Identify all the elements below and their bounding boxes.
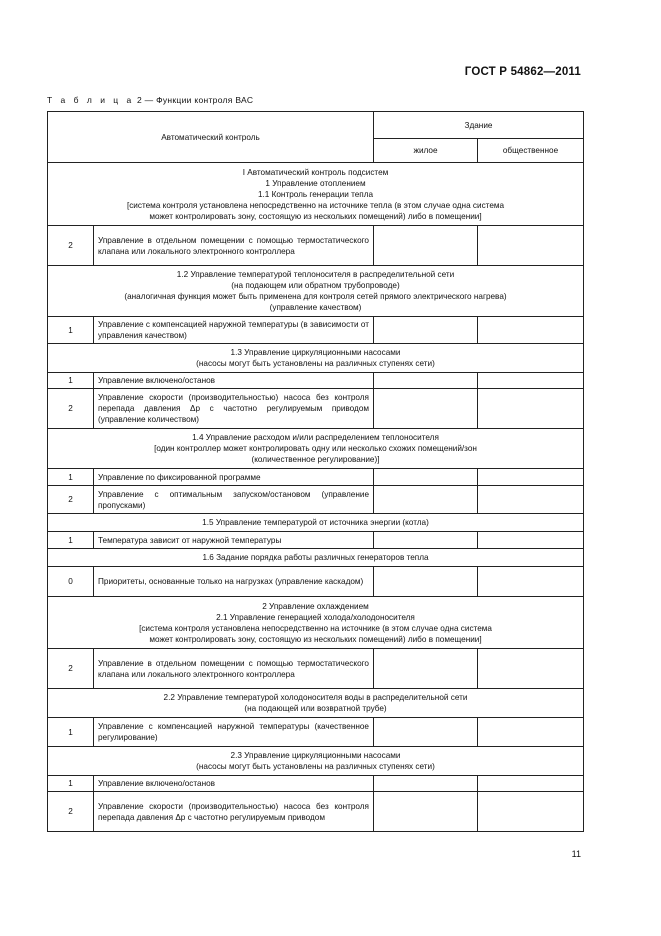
table-row — [48, 532, 584, 549]
section-line: 1.4 Управление расходом и/или распределением теплоносителя — [192, 433, 439, 442]
row-level: 2 — [48, 486, 94, 514]
section-line: 1 Управление отоплением — [265, 178, 366, 188]
cell-public — [478, 776, 584, 792]
cell-residential — [374, 567, 478, 597]
row-description: Управление с компенсацией наружной температуры (качественное регулирование) — [94, 718, 374, 747]
cell-residential — [374, 776, 478, 792]
section-heading — [48, 429, 584, 469]
section-heading — [48, 266, 584, 317]
section-line: может контролировать зону, состоящую из нескольких помещений) либо в помещении] — [149, 634, 482, 644]
row-description: Управление скорости (производительностью) насоса без контроля перепада давления Δp с частотно регулируемым приводом (управление количеством) — [94, 389, 374, 429]
cell-public — [478, 389, 584, 429]
row-description: Управление с компенсацией наружной температуры (в зависимости от управления качеством) — [94, 317, 374, 344]
section-line: 1.1 Контроль генерации тепла — [257, 189, 374, 199]
section-line: (управление качеством) — [269, 303, 362, 312]
table-caption-label: Т а б л и ц а — [47, 95, 135, 105]
section-line: [система контроля установлена непосредственно на источнике тепла (в этом случае одна система — [126, 200, 505, 210]
row-description: Температура зависит от наружной температуры — [94, 532, 374, 549]
section-line: (аналогичная функция может быть применена для контроля сетей прямого электрического нагрева) — [124, 292, 507, 301]
cell-public — [478, 317, 584, 344]
cell-public — [478, 649, 584, 689]
row-level: 1 — [48, 718, 94, 747]
section-line: 2 Управление охлаждением — [262, 601, 369, 611]
row-description: Управление по фиксированной программе — [94, 469, 374, 486]
document-standard-number: ГОСТ Р 54862—2011 — [464, 66, 581, 78]
row-level: 2 — [48, 649, 94, 689]
row-level: 0 — [48, 567, 94, 597]
section-line: 2.3 Управление циркуляционными насосами — [230, 751, 401, 760]
table-row — [48, 486, 584, 514]
cell-residential — [374, 226, 478, 266]
cell-public — [478, 792, 584, 832]
section-line: (насосы могут быть установлены на различных ступенях сети) — [196, 359, 435, 368]
section-line: [система контроля установлена непосредственно на источнике (в этом случае одна система — [139, 623, 492, 633]
row-description: Приоритеты, основанные только на нагрузках (управление каскадом) — [94, 567, 374, 597]
header-automatic-control: Автоматический контроль — [48, 112, 374, 163]
cell-public — [478, 469, 584, 486]
section-heading — [48, 514, 584, 532]
cell-public — [478, 532, 584, 549]
section-line: (на подающем или обратном трубопроводе) — [231, 281, 400, 290]
section-heading — [48, 747, 584, 776]
table-row — [48, 567, 584, 597]
row-description: Управление скорости (производительностью) насоса без контроля перепада давления Δp с частотно регулируемым приводом — [94, 792, 374, 832]
row-description: Управление в отдельном помещении с помощью термостатического клапана или локального электронного контроллера — [94, 649, 374, 689]
section-line: 2.1 Управление генерацией холода/холодоносителя — [216, 612, 415, 622]
section-line: (насосы могут быть установлены на различных ступенях сети) — [196, 762, 435, 771]
table-row — [48, 792, 584, 832]
row-level: 1 — [48, 373, 94, 389]
section-heading — [48, 689, 584, 718]
section-line: 2.2 Управление температурой холодоносителя воды в распределительной сети — [163, 693, 468, 702]
table-row — [48, 718, 584, 747]
header-residential: жилое — [374, 139, 478, 163]
table-row — [48, 226, 584, 266]
row-description: Управление включено/останов — [94, 373, 374, 389]
row-description: Управление включено/останов — [94, 776, 374, 792]
table-caption — [47, 95, 253, 105]
table-row — [48, 373, 584, 389]
cell-public — [478, 226, 584, 266]
row-level: 2 — [48, 389, 94, 429]
row-level: 1 — [48, 317, 94, 344]
table-caption-text: 2 — Функции контроля ВАС — [136, 95, 254, 105]
header-building: Здание — [374, 112, 584, 139]
cell-residential — [374, 718, 478, 747]
row-level: 1 — [48, 776, 94, 792]
section-line: может контролировать зону, состоящую из нескольких помещений) либо в помещении] — [149, 211, 482, 221]
cell-residential — [374, 469, 478, 486]
section-line: [один контроллер может контролировать одну или несколько схожих помещений/зон — [154, 444, 477, 453]
row-description: Управление в отдельном помещении с помощью термостатического клапана или локального электронного контроллера — [94, 226, 374, 266]
header-public: общественное — [478, 139, 584, 163]
table-row — [48, 469, 584, 486]
cell-public — [478, 718, 584, 747]
section-line: 1.6 Задание порядка работы различных генераторов тепла — [202, 553, 429, 562]
section-heading — [48, 597, 584, 649]
cell-residential — [374, 389, 478, 429]
cell-residential — [374, 486, 478, 514]
table-row — [48, 317, 584, 344]
row-level: 1 — [48, 469, 94, 486]
row-level: 2 — [48, 226, 94, 266]
section-heading — [48, 163, 584, 226]
cell-residential — [374, 373, 478, 389]
section-heading — [48, 344, 584, 373]
row-level: 2 — [48, 792, 94, 832]
functions-table — [47, 111, 584, 832]
row-level: 1 — [48, 532, 94, 549]
section-line: 1.2 Управление температурой теплоносителя в распределительной сети — [176, 270, 455, 279]
section-line: 1.3 Управление циркуляционными насосами — [230, 348, 401, 357]
page-number: 11 — [571, 849, 581, 859]
cell-residential — [374, 532, 478, 549]
section-heading — [48, 549, 584, 567]
cell-public — [478, 567, 584, 597]
table-row — [48, 776, 584, 792]
cell-residential — [374, 649, 478, 689]
cell-public — [478, 486, 584, 514]
section-line: (на подающей или возвратной трубе) — [244, 704, 387, 713]
table-row — [48, 649, 584, 689]
table-row — [48, 389, 584, 429]
cell-residential — [374, 317, 478, 344]
section-line: 1.5 Управление температурой от источника энергии (котла) — [202, 518, 429, 527]
section-line: (количественное регулирование)] — [251, 455, 380, 464]
section-line: I Автоматический контроль подсистем — [242, 167, 389, 177]
row-description: Управление с оптимальным запуском/остановом (управление пропусками) — [94, 486, 374, 514]
cell-residential — [374, 792, 478, 832]
cell-public — [478, 373, 584, 389]
